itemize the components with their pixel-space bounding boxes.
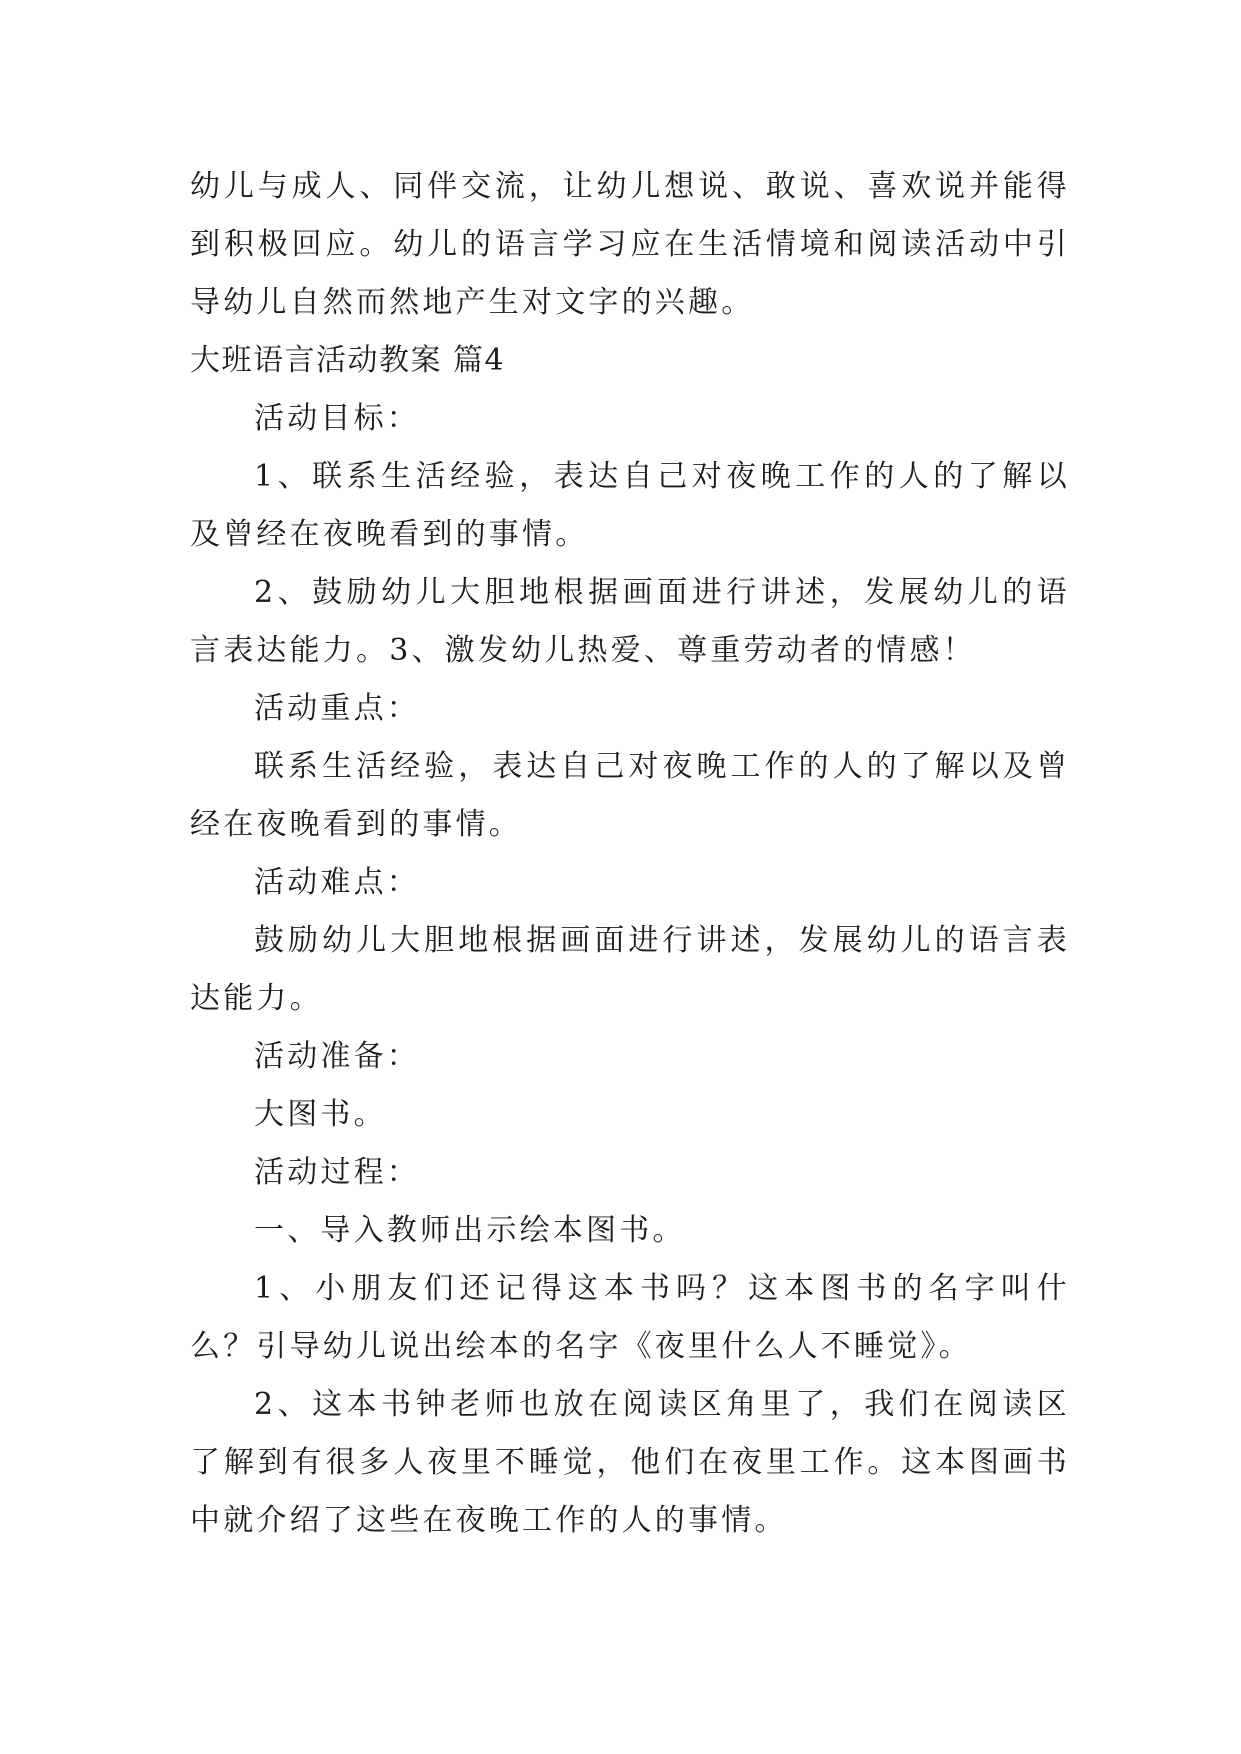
difficulty-heading: 活动难点：	[254, 865, 420, 900]
step-1-item-1: 1、小朋友们还记得这本书吗？这本图书的名字叫什么？引导幼儿说出绘本的名字《夜里什么人不睡觉》。	[190, 1271, 1070, 1364]
process-heading: 活动过程：	[254, 1155, 420, 1190]
intro-paragraph: 幼儿与成人、同伴交流，让幼儿想说、敢说、喜欢说并能得到积极回应。幼儿的语言学习应在生活情境和阅读活动中引导幼儿自然而然地产生对文字的兴趣。	[190, 169, 1070, 320]
step-1-item-2: 2、这本书钟老师也放在阅读区角里了，我们在阅读区了解到有很多人夜里不睡觉，他们在夜里工作。这本图画书中就介绍了这些在夜晚工作的人的事情。	[190, 1387, 1070, 1538]
preparation-text: 大图书。	[254, 1097, 387, 1132]
key-point-heading: 活动重点：	[254, 691, 420, 726]
preparation-heading: 活动准备：	[254, 1039, 420, 1074]
document-body	[190, 158, 1070, 1550]
goals-heading: 活动目标：	[254, 401, 420, 436]
goal-1: 1、联系生活经验，表达自己对夜晚工作的人的了解以及曾经在夜晚看到的事情。	[190, 459, 1070, 552]
step-1-title: 一、导入教师出示绘本图书。	[254, 1213, 686, 1248]
goal-2-3: 2、鼓励幼儿大胆地根据画面进行讲述，发展幼儿的语言表达能力。3、激发幼儿热爱、尊重劳动者的情感！	[190, 575, 1070, 668]
key-point-text: 联系生活经验，表达自己对夜晚工作的人的了解以及曾经在夜晚看到的事情。	[190, 749, 1070, 842]
difficulty-text: 鼓励幼儿大胆地根据画面进行讲述，发展幼儿的语言表达能力。	[190, 923, 1070, 1016]
section-title: 大班语言活动教案 篇4	[190, 343, 506, 378]
